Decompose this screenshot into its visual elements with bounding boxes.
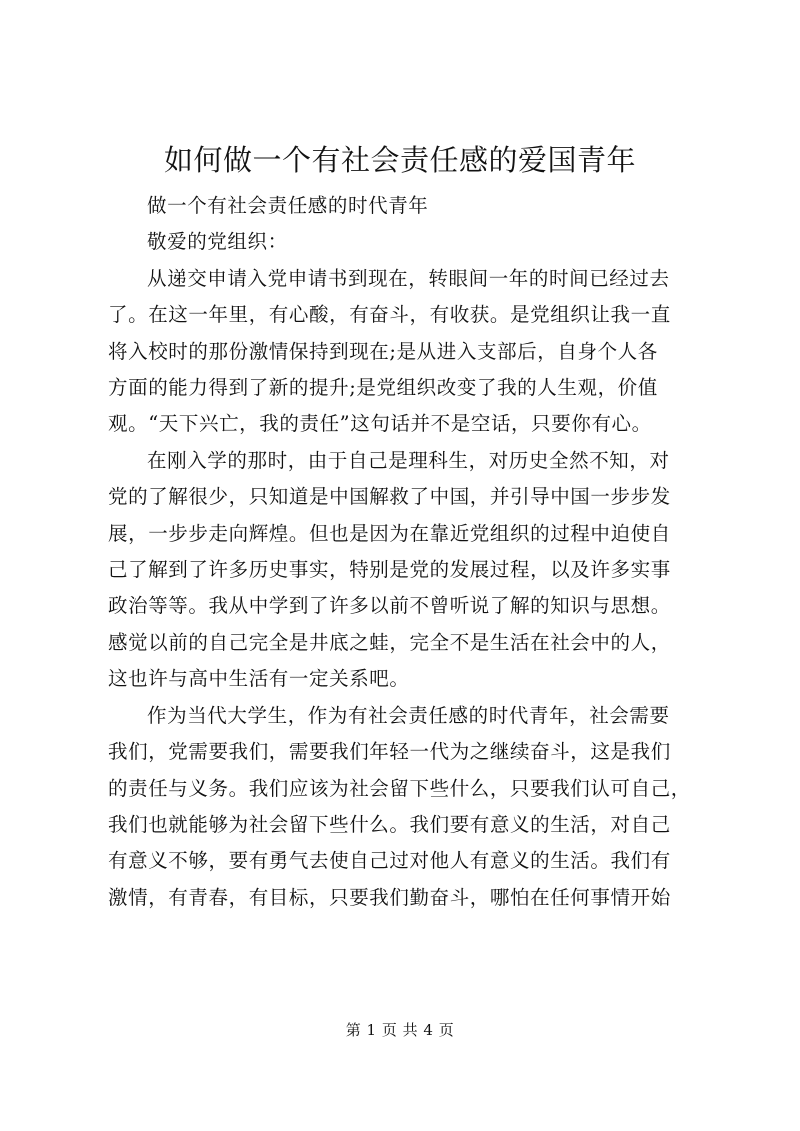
paragraph-line: 我们，党需要我们，需要我们年轻一代为之继续奋斗，这是我们 — [108, 740, 671, 764]
paragraph-line: 观。“天下兴亡，我的责任”这句话并不是空话，只要你有心。 — [108, 412, 652, 436]
paragraph-line: 作为当代大学生，作为有社会责任感的时代青年，社会需要 — [147, 703, 670, 727]
subtitle-text: 做一个有社会责任感的时代青年 — [147, 194, 429, 217]
paragraph-3 — [108, 698, 708, 916]
paragraph-line: 在刚入学的那时，由于自己是理科生，对历史全然不知，对 — [147, 448, 670, 472]
paragraph-line: 己了解到了许多历史事实，特别是党的发展过程，以及许多实事 — [108, 558, 671, 582]
paragraph-line: 展，一步步走向辉煌。但也是因为在靠近党组织的过程中迫使自 — [108, 521, 671, 545]
document-body — [108, 188, 708, 916]
paragraph-line: 党的了解很少，只知道是中国解救了中国，并引导中国一步步发 — [108, 485, 671, 509]
paragraph-line: 感觉以前的自己完全是井底之蛙，完全不是生活在社会中的人， — [108, 630, 671, 654]
subtitle — [108, 188, 708, 224]
paragraph-line: 方面的能力得到了新的提升;是党组织改变了我的人生观，价值 — [108, 376, 658, 400]
paragraph-line: 从递交申请入党申请书到现在，转眼间一年的时间已经过去 — [147, 266, 670, 290]
paragraph-line: 将入校时的那份激情保持到现在;是从进入支部后，自身个人各 — [108, 339, 658, 363]
salutation — [108, 224, 708, 260]
paragraph-line: 的责任与义务。我们应该为社会留下些什么，只要我们认可自己， — [108, 776, 691, 800]
paragraph-line: 激情，有青春，有目标，只要我们勤奋斗，哪怕在任何事情开始 — [108, 885, 671, 909]
document-title: 如何做一个有社会责任感的爱国青年 — [163, 143, 636, 177]
paragraph-line: 我们也就能够为社会留下些什么。我们要有意义的生活，对自己 — [108, 812, 671, 836]
paragraph-line: 了。在这一年里，有心酸，有奋斗，有收获。是党组织让我一直 — [108, 303, 671, 327]
paragraph-line: 有意义不够，要有勇气去使自己过对他人有意义的生活。我们有 — [108, 849, 671, 873]
paragraph-1 — [108, 261, 708, 443]
salutation-text: 敬爱的党组织： — [147, 230, 288, 254]
paragraph-line: 政治等等。我从中学到了许多以前不曾听说了解的知识与思想。 — [108, 594, 671, 618]
paragraph-2 — [108, 443, 708, 698]
page-number-footer: 第 1 页 共 4 页 — [345, 1021, 455, 1039]
paragraph-line: 这也许与高中生活有一定关系吧。 — [108, 667, 410, 691]
